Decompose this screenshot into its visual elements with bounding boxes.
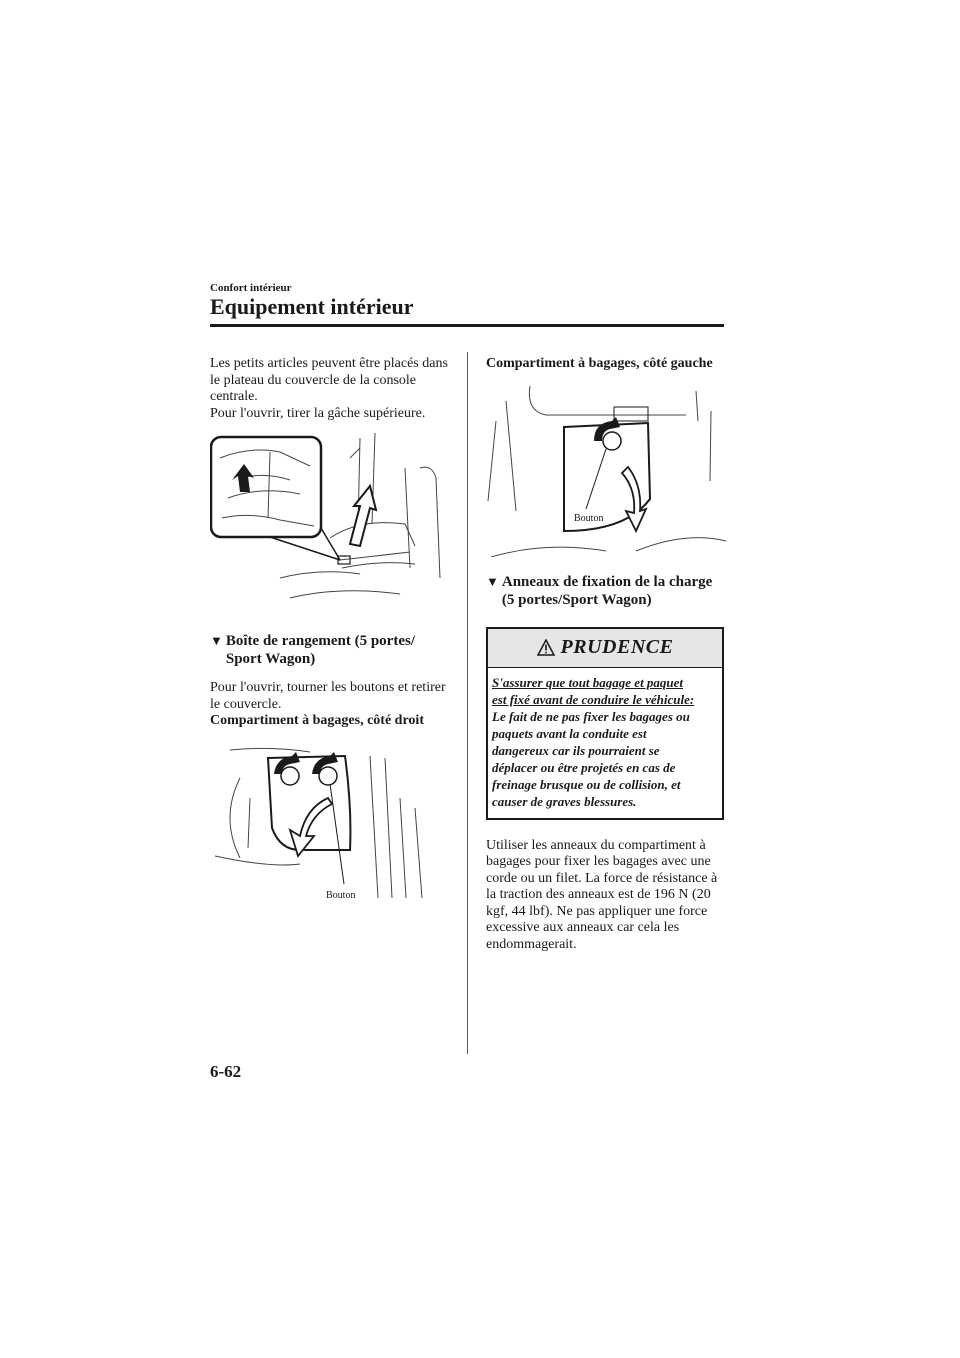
caution-title: PRUDENCE [560, 636, 674, 659]
caution-underlined-line: S'assurer que tout bagage et paquet [492, 674, 684, 690]
rings-heading-line: (5 portes/Sport Wagon) [501, 591, 652, 608]
caution-line: freinage brusque ou de collision, et [492, 776, 681, 792]
page-number: 6-62 [210, 1062, 242, 1081]
caution-line: déplacer ou être projetés en cas de [492, 759, 676, 775]
caution-line: causer de graves blessures. [492, 793, 637, 809]
intro-line: le plateau du couvercle de la console [210, 372, 417, 388]
title-rule [210, 324, 724, 327]
intro-line: Pour l'ouvrir, tirer la gâche supérieure. [210, 405, 426, 421]
rings-text-line: Utiliser les anneaux du compartiment à [486, 837, 706, 853]
rings-heading [486, 573, 726, 609]
right-column [486, 356, 726, 953]
left-compartment-illustration [486, 381, 726, 557]
column-divider [467, 352, 468, 1054]
section-label: Confort intérieur [210, 282, 292, 294]
console-tray-drawing [210, 428, 450, 618]
rings-text-line: la traction des anneaux est de 196 N (20 [486, 887, 711, 902]
right-compartment-drawing [210, 738, 450, 908]
triangle-bullet-icon: ▼ [210, 633, 223, 648]
caution-underlined-line: est fixé avant de conduire le véhicule: [492, 691, 695, 707]
caution-body [488, 668, 722, 818]
warning-icon [537, 639, 555, 656]
caution-header [488, 629, 722, 668]
caution-box [486, 627, 724, 820]
intro-line: centrale. [210, 389, 258, 404]
rings-heading-line: Anneaux de fixation de la charge [501, 573, 713, 590]
storage-heading-line: Sport Wagon) [225, 651, 316, 667]
rings-paragraph [486, 838, 726, 954]
left-column [210, 356, 460, 908]
page-title: Equipement intérieur [210, 294, 414, 319]
console-tray-illustration [210, 428, 460, 618]
button-label: Bouton [326, 889, 356, 901]
storage-text-line: Pour l'ouvrir, tourner les boutons et retirer [210, 680, 446, 695]
rings-text-line: excessive aux anneaux car cela les [486, 920, 680, 935]
caution-line: dangereux car ils pourraient se [492, 742, 660, 758]
intro-line: Les petits articles peuvent être placés dans [210, 356, 448, 371]
triangle-bullet-icon: ▼ [486, 573, 499, 589]
right-compartment-illustration [210, 738, 460, 908]
rings-text-line: bagages pour fixer les bagages avec une [486, 854, 711, 869]
storage-text-line: le couvercle. [210, 696, 282, 712]
rings-text-line: kgf, 44 lbf). Ne pas appliquer une force [486, 903, 708, 919]
storage-heading-line: Boîte de rangement (5 portes/ [225, 633, 416, 649]
storage-box-heading [210, 632, 460, 668]
caution-line: paquets avant la conduite est [492, 725, 647, 741]
rings-text-line: endommagerait. [486, 936, 577, 952]
rings-text-line: corde ou un filet. La force de résistance à [486, 870, 718, 886]
right-compartment-caption: Compartiment à bagages, côté droit [210, 713, 424, 728]
caution-line: Le fait de ne pas fixer les bagages ou [492, 708, 690, 724]
button-label: Bouton [574, 512, 604, 524]
left-compartment-drawing [486, 381, 726, 557]
left-compartment-caption: Compartiment à bagages, côté gauche [486, 356, 713, 371]
